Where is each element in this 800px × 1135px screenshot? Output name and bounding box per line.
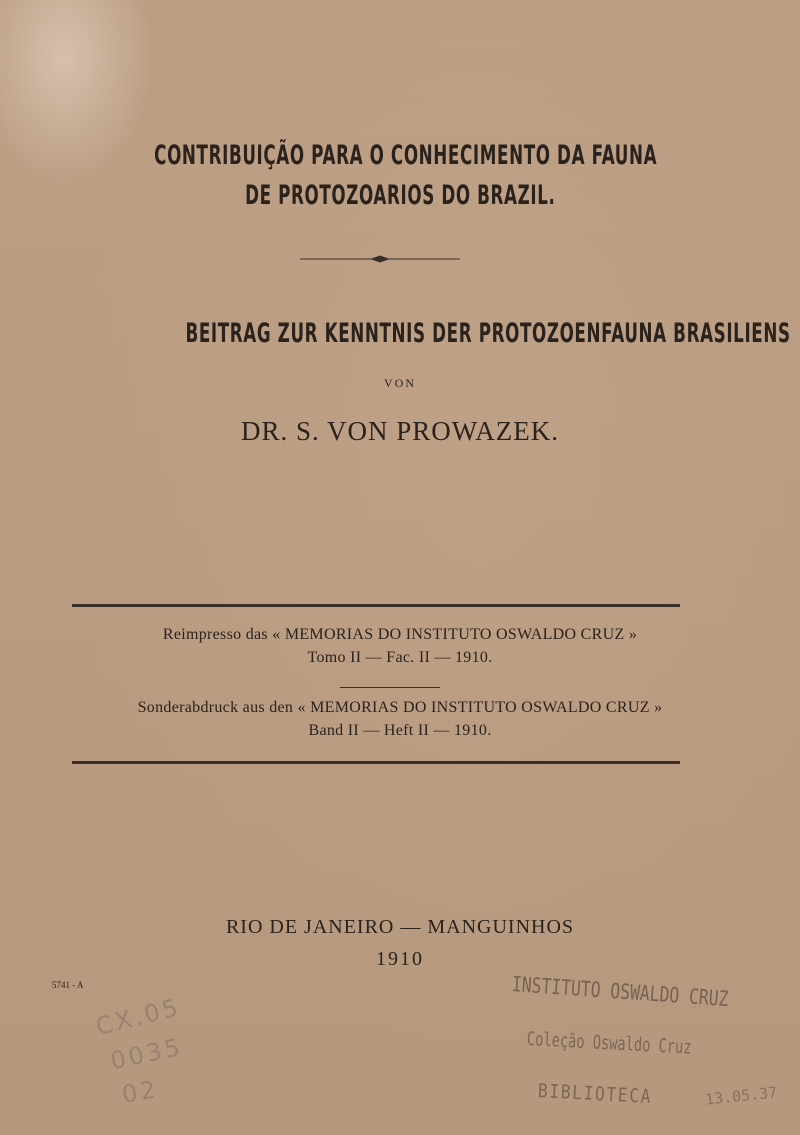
publication-year: 1910 [376,948,424,970]
bottom-rule [72,761,680,764]
reprint-portuguese-line-2: Tomo II — Fac. II — 1910. [307,649,493,666]
german-title: BEITRAG ZUR KENNTNIS DER PROTOZOENFAUNA BRASILIENS [185,318,791,349]
institute-stamp: INSTITUTO OSWALDO CRUZ [511,972,730,1012]
reprint-german-line-1: Sonderabdruck aus den « MEMORIAS DO INSTITUTO OSWALDO CRUZ » [137,699,663,716]
library-stamp: BIBLIOTECA [537,1080,653,1108]
pencil-note-number: 0035 [107,1032,186,1076]
ornament-divider-icon [300,254,460,264]
collection-stamp: Coleção Oswaldo Cruz [526,1028,693,1059]
von-label: VON [384,376,416,390]
reprint-portuguese-line-1: Reimpresso das « MEMORIAS DO INSTITUTO OSWALDO CRUZ » [162,626,638,643]
short-divider [340,687,440,688]
pencil-note-box: CX.05 [92,992,184,1042]
reprint-german-line-2: Band II — Heft II — 1910. [308,722,492,739]
author-name: DR. S. VON PROWAZEK. [240,416,560,446]
publication-place: RIO DE JANEIRO — MANGUINHOS [225,916,575,938]
portuguese-title-line-1: CONTRIBUIÇÃO PARA O CONHECIMENTO DA FAUNA [154,140,658,171]
pencil-note-copy: 02 [119,1075,161,1109]
top-rule [72,604,680,607]
portuguese-title-line-2: DE PROTOZOARIOS DO BRAZIL. [244,180,556,211]
catalog-number: 5741 - A [52,980,84,990]
stamp-date: 13.05.37 [704,1083,778,1109]
